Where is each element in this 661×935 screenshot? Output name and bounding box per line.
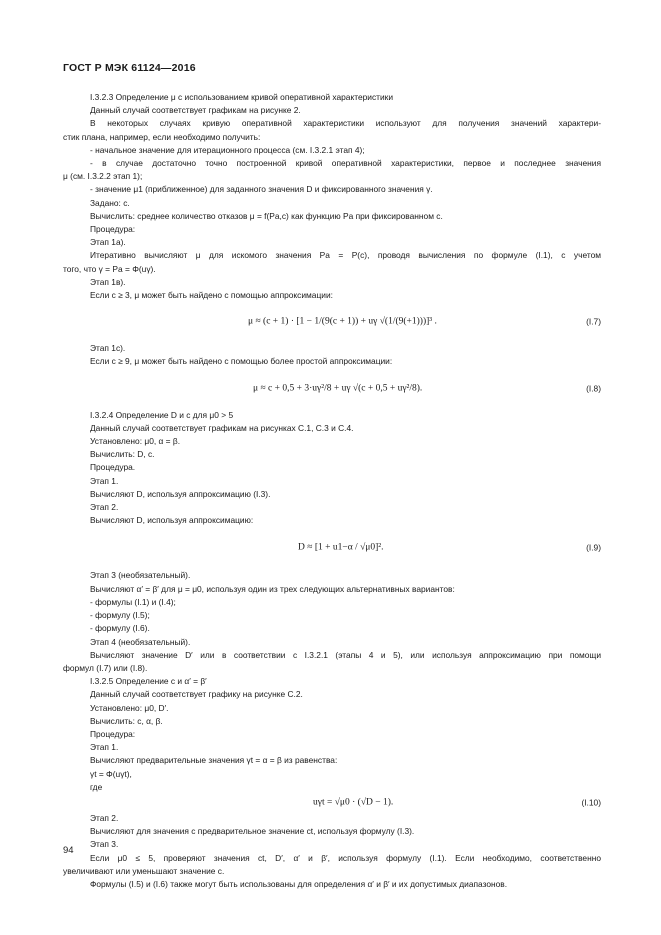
text-line: Этап 4 (необязательный). bbox=[90, 636, 191, 647]
text-line: γt = Φ(uγt), bbox=[90, 768, 132, 779]
text-line: Установлено: μ0, α = β. bbox=[90, 436, 181, 447]
formula-number: (I.10) bbox=[581, 797, 601, 808]
text-line: Задано: с. bbox=[90, 197, 130, 208]
text-line: Если с ≥ 9, μ может быть найдено с помощью более простой аппроксимации: bbox=[90, 356, 393, 367]
text-line: того, что γ = Pa = Φ(uγ). bbox=[63, 263, 156, 274]
formula bbox=[63, 794, 601, 812]
text-line: Этап 1с). bbox=[90, 343, 126, 354]
text-line: - начальное значение для итерационного процесса (см. I.3.2.1 этап 4); bbox=[90, 144, 365, 155]
formula-number: (I.8) bbox=[586, 383, 601, 394]
text-line: В некоторых случаях кривую оперативной характеристики используют для получения значений характери- bbox=[90, 118, 601, 129]
text-line: Вычислить: с, α, β. bbox=[90, 715, 163, 726]
text-line: Этап 1. bbox=[90, 742, 119, 753]
text-line: Вычисляют для значения с предварительное значение ct, используя формулу (I.3). bbox=[90, 826, 415, 837]
formula-number: (I.9) bbox=[586, 542, 601, 553]
text-line: Этап 3. bbox=[90, 839, 119, 850]
text-line: увеличивают или уменьшают значение с. bbox=[63, 865, 225, 876]
text-line: формул (I.7) или (I.8). bbox=[63, 662, 148, 673]
text-line: Вычисляют предварительные значения γt = α = β из равенства: bbox=[90, 755, 338, 766]
formula-expression: uγt = √μ0 · (√D − 1). bbox=[313, 797, 394, 808]
text-line: I.3.2.4 Определение D и с для μ0 > 5 bbox=[90, 409, 234, 420]
text-line: Этап 1. bbox=[90, 475, 119, 486]
formula-number: (I.7) bbox=[586, 316, 601, 327]
text-line: - формулы (I.1) и (I.4); bbox=[90, 596, 176, 607]
text-line: Этап 3 (необязательный). bbox=[90, 570, 191, 581]
text-line: Вычисляют D, используя аппроксимацию (I.3). bbox=[90, 488, 271, 499]
text-line: Если μ0 ≤ 5, проверяют значения ct, D′, α′ и β′, используя формулу (I.1). Если необходимо, соответственно bbox=[90, 852, 601, 863]
text-line: - в случае достаточно точно построенной кривой оперативной характеристики, первое и последнее значения bbox=[90, 158, 601, 169]
text-line: Вычисляют α′ = β′ для μ = μ0, используя один из трех следующих альтернативных вариантов: bbox=[90, 583, 455, 594]
text-line: Вычисляют D, используя аппроксимацию: bbox=[90, 515, 254, 526]
text-line: I.3.2.5 Определение с и α′ = β′ bbox=[90, 676, 207, 687]
text-line: μ (см. I.3.2.2 этап 1); bbox=[63, 171, 143, 182]
text-line: Этап 2. bbox=[90, 812, 119, 823]
text-line: Этап 2. bbox=[90, 502, 119, 513]
text-line: Вычисляют значение D′ или в соответствии с I.3.2.1 (этапы 4 и 5), или используя аппроксимацию при помощи bbox=[90, 649, 601, 660]
text-line: Если с ≥ 3, μ может быть найдено с помощью аппроксимации: bbox=[90, 290, 333, 301]
text-line: - значение μ1 (приближенное) для заданного значения D и фиксированного значения γ. bbox=[90, 184, 433, 195]
text-line: I.3.2.3 Определение μ с использованием кривой оперативной характеристики bbox=[90, 92, 393, 102]
formula-expression: μ ≈ c + 0,5 + 3·uγ²/8 + uγ √(c + 0,5 + uγ²/8). bbox=[253, 383, 423, 394]
document-body bbox=[63, 91, 601, 891]
text-line: - формулу (I.5); bbox=[90, 610, 150, 621]
text-line: Итеративно вычисляют μ для искомого значения Pa = P(c), проводя вычисления по формуле (I.1), с учетом bbox=[90, 250, 601, 261]
text-line: Процедура. bbox=[90, 462, 136, 473]
text-line: стик плана, например, если необходимо получить: bbox=[63, 131, 261, 142]
text-line: Формулы (I.5) и (I.6) также могут быть использованы для определения α′ и β′ и их допустимых диапазонов. bbox=[90, 878, 508, 889]
text-line: Вычислить: D, с. bbox=[90, 449, 155, 460]
formula bbox=[63, 369, 601, 409]
text-line: Данный случай соответствует графикам на рисунках С.1, С.3 и С.4. bbox=[90, 422, 354, 433]
text-line: Процедура: bbox=[90, 224, 136, 235]
text-line: Вычислить: среднее количество отказов μ = f(Pa,c) как функцию Pa при фиксированном с. bbox=[90, 210, 443, 221]
formula-expression: D ≈ [1 + u1−α / √μ0]². bbox=[298, 542, 384, 553]
page-number: 94 bbox=[63, 845, 74, 856]
text-line: Этап 1а). bbox=[90, 237, 126, 248]
formula bbox=[63, 302, 601, 342]
formula bbox=[63, 527, 601, 569]
text-line: Этап 1в). bbox=[90, 276, 126, 287]
text-line: - формулу (I.6). bbox=[90, 623, 150, 634]
text-line: Процедура: bbox=[90, 728, 136, 739]
formula-expression: μ ≈ (c + 1) · [1 − 1/(9(c + 1)) + uγ √(1/(9(+1)))]³ . bbox=[248, 316, 437, 327]
text-line: где bbox=[90, 781, 103, 792]
standard-title: ГОСТ Р МЭК 61124—2016 bbox=[63, 62, 196, 74]
text-line: Данный случай соответствует графику на рисунке С.2. bbox=[90, 689, 303, 700]
text-line: Установлено: μ0, D′. bbox=[90, 702, 169, 713]
text-line: Данный случай соответствует графикам на рисунке 2. bbox=[90, 105, 301, 116]
